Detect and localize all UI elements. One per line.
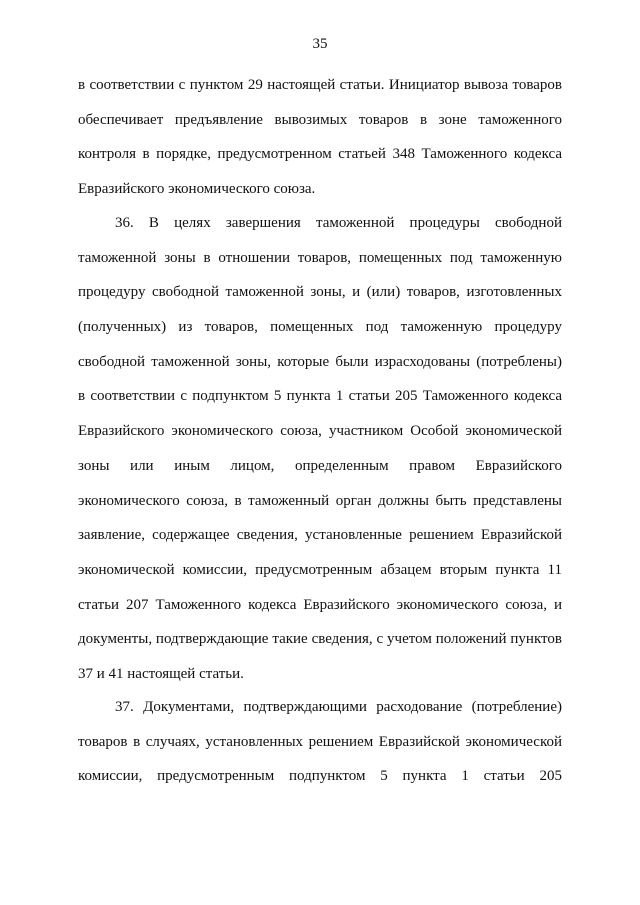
text-line: в соответствии с подпунктом 5 пункта 1 статьи 205 Таможенного кодекса [78, 388, 562, 405]
text-line: статьи 207 Таможенного кодекса Евразийского экономического союза, и [78, 596, 562, 613]
text-line: таможенной зоны в отношении товаров, помещенных под таможенную [78, 249, 562, 266]
text-line: (полученных) из товаров, помещенных под таможенную процедуру [78, 319, 562, 336]
text-line: товаров в случаях, установленных решением Евразийской экономической [78, 733, 562, 750]
text-line: Евразийского экономического союза, участником Особой экономической [78, 423, 562, 440]
paragraph-37 [78, 697, 562, 801]
paragraph-continuation [78, 75, 562, 214]
text-line: документы, подтверждающие такие сведения, с учетом положений пунктов [78, 631, 562, 648]
text-line: в соответствии с пунктом 29 настоящей статьи. Инициатор вывоза товаров [78, 77, 562, 93]
text-line: контроля в порядке, предусмотренном статьей 348 Таможенного кодекса [78, 146, 562, 163]
text-line: зоны или иным лицом, определенным правом Евразийского [78, 457, 562, 474]
text-line: процедуру свободной таможенной зоны, и (или) товаров, изготовленных [78, 284, 562, 301]
text-line: заявление, содержащее сведения, установленные решением Евразийской [78, 527, 562, 544]
text-line: комиссии, предусмотренным подпунктом 5 пункта 1 статьи 205 [78, 768, 562, 785]
paragraph-36 [78, 213, 562, 699]
text-line: 37. Документами, подтверждающими расходование (потребление) [115, 699, 562, 715]
text-line: 36. В целях завершения таможенной процедуры свободной [115, 215, 562, 231]
text-line: экономической комиссии, предусмотренным абзацем вторым пункта 11 [78, 561, 562, 578]
text-line: 37 и 41 настоящей статьи. [78, 665, 244, 682]
text-line: свободной таможенной зоны, которые были израсходованы (потреблены) [78, 353, 562, 370]
text-line: экономического союза, в таможенный орган должны быть представлены [78, 492, 562, 509]
text-line: обеспечивает предъявление вывозимых товаров в зоне таможенного [78, 111, 562, 128]
text-line: Евразийского экономического союза. [78, 181, 316, 198]
page-number: 35 [312, 36, 328, 52]
